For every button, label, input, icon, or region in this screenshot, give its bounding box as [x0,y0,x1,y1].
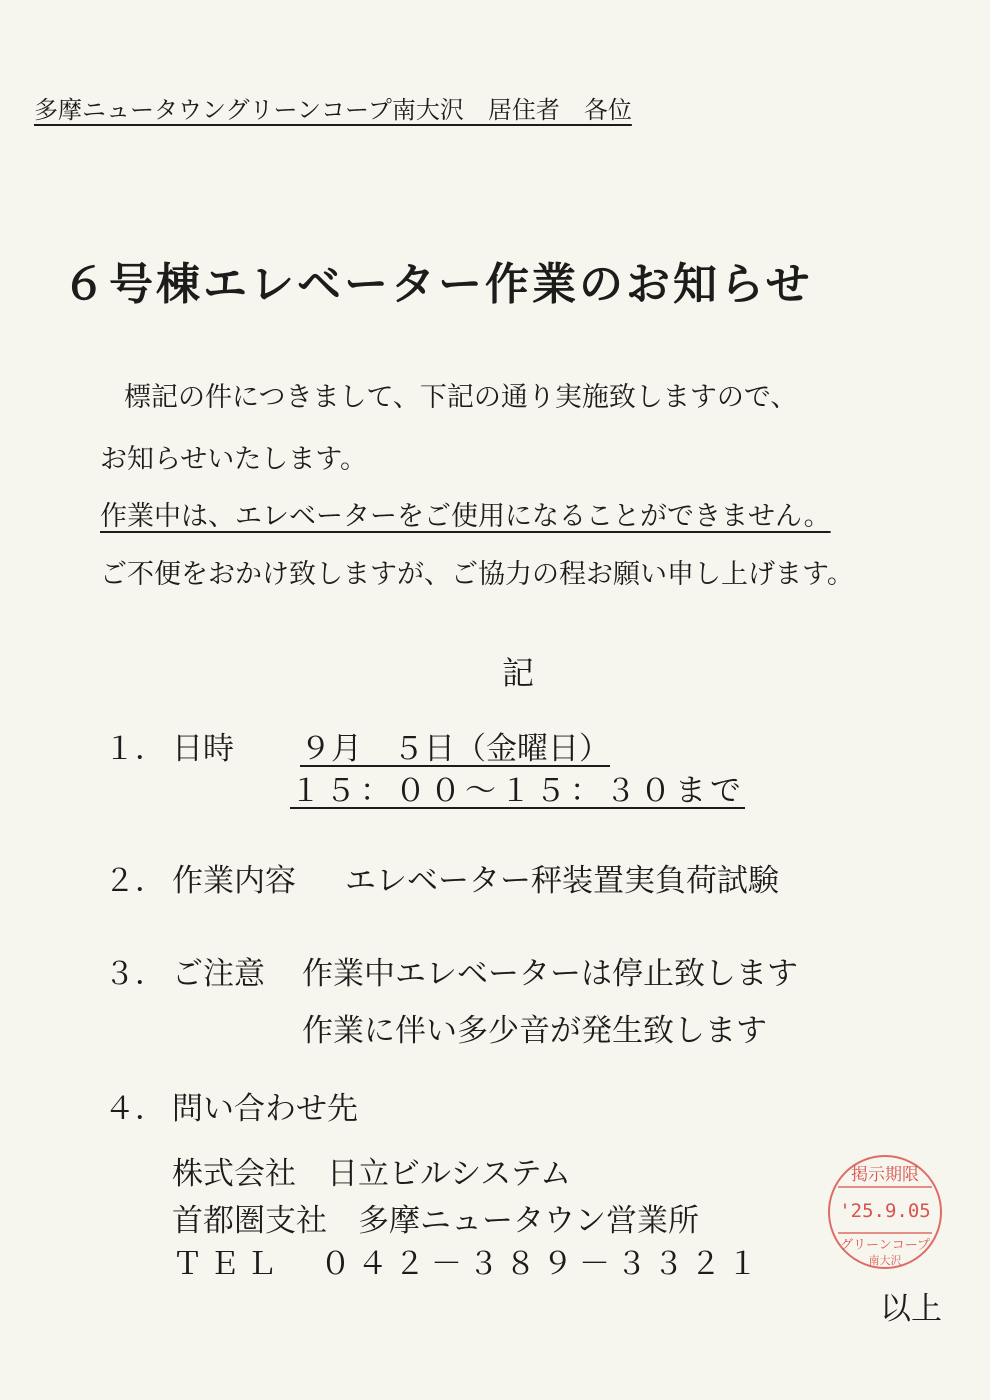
stamp-line-4: 南大沢 [868,1254,902,1267]
item-date: ９月 ５日（金曜日） [300,731,610,767]
body-line-4: ご不便をおかけ致しますが、ご協力の程お願い申し上げます。 [100,559,854,590]
item-label-caution: ご注意 [172,956,265,992]
ki-heading: 記 [502,654,535,692]
contact-company: 株式会社 日立ビルシステム [172,1156,572,1192]
item-time: １５：００～１５：３０まで [290,773,745,809]
posting-deadline-stamp [826,1153,944,1271]
item-number-1: １． [104,731,166,767]
item-label-work: 作業内容 [172,863,296,899]
contact-phone: ＴＥＬ ０４２－３８９－３３２１ [172,1246,764,1282]
addressee: 多摩ニュータウングリーンコープ南大沢 居住者 各位 [34,96,632,124]
stamp-line-2: '25.9.05 [839,1200,931,1222]
closing-text: 以上 [880,1291,942,1327]
body-line-2: お知らせいたします。 [100,444,368,475]
stamp-line-1: 掲示期限 [851,1165,919,1185]
contact-branch: 首都圏支社 多摩ニュータウン営業所 [172,1203,699,1239]
item-work-content: エレベーター秤装置実負荷試験 [345,863,779,899]
stamp-line-3: グリーンコープ [839,1238,931,1253]
page-title: ６号棟エレベーター作業のお知らせ [62,259,813,310]
item-caution-1: 作業中エレベーターは停止致します [302,956,798,992]
item-label-contact: 問い合わせ先 [172,1091,358,1127]
item-number-3: ３． [104,956,166,992]
body-line-3: 作業中は、エレベーターをご使用になることができません。 [100,501,831,532]
item-number-4: ４． [104,1091,166,1127]
item-caution-2: 作業に伴い多少音が発生致します [302,1013,767,1049]
body-line-1: 標記の件につきまして、下記の通り実施致しますので、 [124,382,798,413]
item-number-2: ２． [104,863,166,899]
item-label-datetime: 日時 [172,731,234,767]
